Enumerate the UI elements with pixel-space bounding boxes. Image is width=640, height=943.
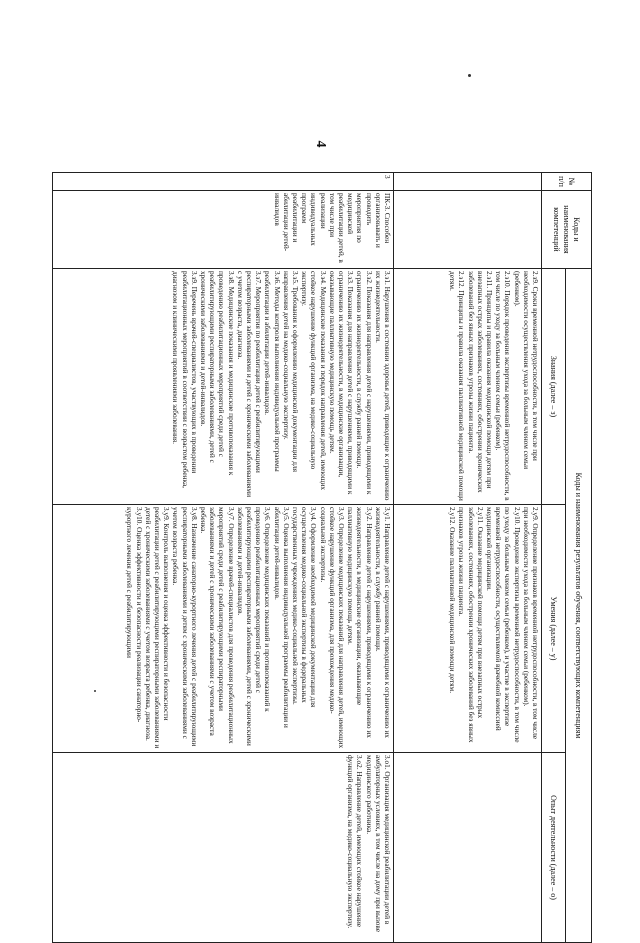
row-3-num: 3 bbox=[53, 173, 394, 191]
knowledge-item: 3.з6. Методы контроля выполнения индивидуальной программы реабилитации и абилитации детей-инвалидов. bbox=[263, 271, 282, 472]
knowledge-item: 3.з8. Медицинские показания и медицинские противопоказания к проведению реабилитационных мероприятий среди детей с реабилитирующими респираторными заболеваниями, детей с хроническими заболеваниями и детей-инвалидов. bbox=[198, 271, 236, 476]
header-knowledge: Знания (далее – з) bbox=[542, 269, 566, 505]
row-cont-experience bbox=[394, 753, 542, 943]
skill-item: 3.у2. Направление детей с нарушениями, приводящими к ограничению их жизнедеятельности, в медицинские организации, оказывающие паллиативную медицинскую помощь детям. bbox=[346, 507, 374, 738]
table-row bbox=[53, 173, 394, 943]
knowledge-item: 3.з2. Показания для направления детей с нарушениями, приводящими к ограничению их жизнедеятельности, в службу ранней помощи. bbox=[355, 271, 374, 495]
knowledge-item: 2.з9. Сроки временной нетрудоспособности, в том числе при необходимости осуществления ухода за больным членом семьи (ребенком). bbox=[512, 271, 540, 470]
skill-item: 3.у5. Оценка выполнения индивидуальной программы реабилитации и абилитации детей-инвалидов. bbox=[272, 507, 291, 728]
row-cont-knowledge bbox=[394, 269, 542, 505]
experience-item: 3.о2. Направление детей, имеющих стойкое нарушение функций организма, на медико-социальную экспертизу. bbox=[346, 755, 365, 929]
row-3-code: ПК-3. Способен организовывать и проводить мероприятия по медицинской реабилитации детей, в том числе при реализации индивидуальных программ реабилитации и абилитации детей-инвалидов bbox=[53, 191, 394, 269]
experience-item: 3.о1. Организация медицинской реабилитации детей в амбулаторных условиях, в том числе на дому при вызове медицинского работника. bbox=[364, 755, 392, 933]
header-experience: Опыт деятельности (далее – о) bbox=[542, 753, 566, 943]
scan-speck bbox=[468, 74, 471, 77]
row-cont-skills bbox=[394, 505, 542, 753]
skill-item: 2.у10. Проведение экспертизы временной нетрудоспособности, в том числе по уходу за больным членом семьи (ребенком), и участие в экспертизе временной нетрудоспособности, осуществляемой врачебной комиссией медицинской организации. bbox=[484, 507, 522, 743]
skill-item: 3.у1. Направление детей с нарушениями, приводящими к ограничению их жизнедеятельности, в службу ранней помощи. bbox=[373, 507, 392, 738]
knowledge-item: 3.з9. Перечень врачей-специалистов, участвующих в проведении реабилитационных мероприятий в соответствии с возрастом ребенка, диагнозом и клиническими проявлениями заболевания. bbox=[171, 271, 199, 488]
skill-item: 3.у8. Назначение санаторно-курортного лечения детей с реабилитирующими респираторными заболеваниями и детям с хроническими заболеваниями с учетом возраста ребенка. bbox=[171, 507, 199, 747]
row-3-experience bbox=[53, 753, 394, 943]
skill-item: 3.у6. Определение медицинских показаний и противопоказаний к проведению реабилитационных мероприятий среди детей с реабилитирующими респираторными заболеваниями, детей с хроническими заболеваниями и детей-инвалидов. bbox=[235, 507, 273, 746]
knowledge-item: 3.з4. Медицинские показания и порядок направления детей, имеющих стойкое нарушение функций организма, на медико-социальную экспертизу. bbox=[300, 271, 328, 491]
knowledge-item: 2.з11. Принципы и правила оказания медицинской помощи детям при внезапных острых заболеваниях, состояниях, обострении хронических заболеваний без явных признаков угрозы жизни пациента. bbox=[466, 271, 494, 493]
skill-item: 2.у11. Оказание медицинской помощи детям при внезапных острых заболеваниях, состояниях, обострении хронических заболеваний без явных признаков угрозы жизни пациента. bbox=[457, 507, 485, 743]
knowledge-item: 2.з10. Порядок проведения экспертизы временной нетрудоспособности, в том числе по уходу за больным членом семьи (ребенком). bbox=[494, 271, 513, 501]
row-cont-code bbox=[394, 191, 542, 269]
row-3-knowledge bbox=[53, 269, 394, 505]
row-3-skills bbox=[53, 505, 394, 753]
header-skills: Умения (далее – у) bbox=[542, 505, 566, 753]
skill-item: 3.у3. Определение медицинских показаний для направления детей, имеющих стойкое нарушение функций организма, для прохождения медико-социальной экспертизы. bbox=[318, 507, 346, 749]
competency-table bbox=[52, 172, 592, 943]
skill-item: 2.у12. Оказание паллиативной медицинской помощи детям. bbox=[448, 507, 458, 694]
skill-item: 3.у9. Контроль выполнения и оценка эффективности и безопасности реабилитации детей с реабилитирующими респираторными заболеваниями и детей с хроническими заболеваниями с учетом возраста ребенка, диагноза. bbox=[143, 507, 172, 749]
header-codes: Коды и наименования компетенций bbox=[542, 191, 592, 269]
skill-item: 3.у7. Определение врачей-специалистов для проведения реабилитационных мероприятий среди детей с реабилитирующими респираторными заболеваниями и детей с хроническими заболеваниями с учетом возраста ребенка. bbox=[198, 507, 236, 744]
knowledge-item: 2.з12. Принципы и правила оказания паллиативной медицинской помощи детям. bbox=[448, 271, 467, 501]
rotated-table-wrapper bbox=[52, 172, 592, 942]
page-number: 4 bbox=[313, 140, 328, 148]
header-num: № п/п bbox=[542, 173, 592, 191]
knowledge-item: 3.з1. Нарушения в состоянии здоровья детей, приводящие к ограничению их жизнедеятельности. bbox=[373, 271, 392, 501]
row-cont-num bbox=[394, 173, 542, 191]
skill-item: 3.у4. Оформление необходимой медицинской документации для осуществления медико-социальной экспертизы в федеральных государственных учреждениях медико-социальной экспертизы. bbox=[290, 507, 319, 708]
header-results-group: Коды и наименования результатов обучения, соответствующих компетенциям bbox=[566, 269, 592, 943]
knowledge-item: 3.з3. Показания для направления детей с нарушениями, приводящими к ограничению их жизнедеятельности, в медицинские организации, оказывающие паллиативную медицинскую помощь детям. bbox=[327, 271, 356, 495]
knowledge-item: 3.з7. Мероприятия по реабилитации детей с реабилитирующими респираторными заболеваниями и детей с хроническими заболеваниями с учетом возраста, диагноза. bbox=[235, 271, 264, 498]
skill-item: 2.у9. Определение признаков временной нетрудоспособности, в том числе при необходимости ухода за больным членом семьи (ребенком). bbox=[521, 507, 540, 740]
knowledge-item: 3.з5. Требования к оформлению медицинской документации для направления детей на медико-социальную экспертизу. bbox=[281, 271, 300, 472]
table-row bbox=[394, 173, 542, 943]
skill-item: 3.у10. Оценка эффективности и безопасности реализации санаторно-курортного лечения детей с реабилитирующими bbox=[125, 507, 144, 723]
